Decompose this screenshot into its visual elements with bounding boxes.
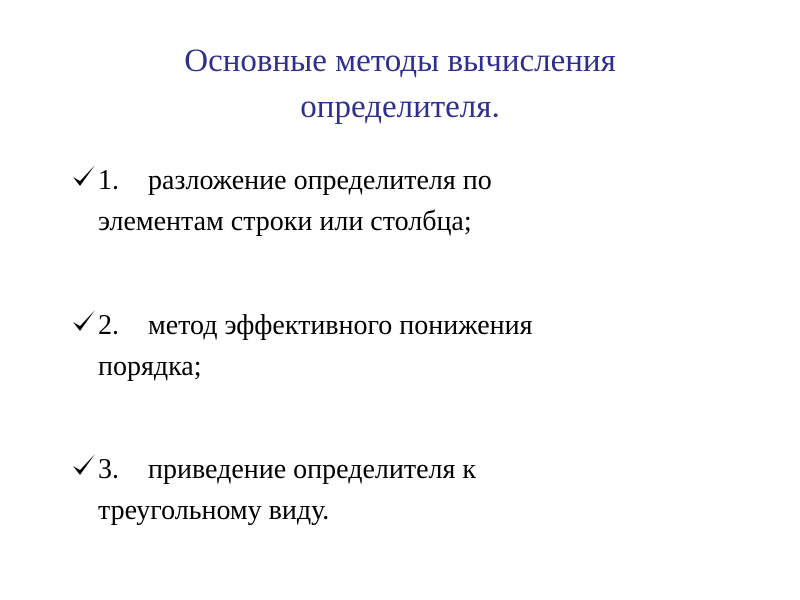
list-item-text: метод эффективного понижения	[148, 310, 533, 341]
list-item-line-1	[98, 305, 533, 346]
list-item-line-1	[98, 449, 476, 490]
list-item-number: 2.	[98, 310, 119, 341]
list-item-number: 1.	[98, 165, 119, 196]
title-line-1: Основные методы вычисления	[184, 43, 616, 79]
checkmark-icon	[70, 451, 98, 481]
list-item-number: 3.	[98, 454, 119, 485]
list-item-line-2: элементам строки или столбца;	[98, 206, 472, 237]
list-item-line-2: порядка;	[98, 351, 202, 382]
title-line-2: определителя.	[300, 89, 500, 125]
list-item-line-1	[98, 160, 492, 201]
list-item-line-2: треугольному виду.	[98, 495, 330, 526]
list-item-text: разложение определителя по	[148, 165, 492, 196]
checkmark-icon	[70, 307, 98, 337]
checkmark-icon	[70, 162, 98, 192]
list-item-text: приведение определителя к	[148, 454, 476, 485]
slide-title	[0, 38, 800, 130]
